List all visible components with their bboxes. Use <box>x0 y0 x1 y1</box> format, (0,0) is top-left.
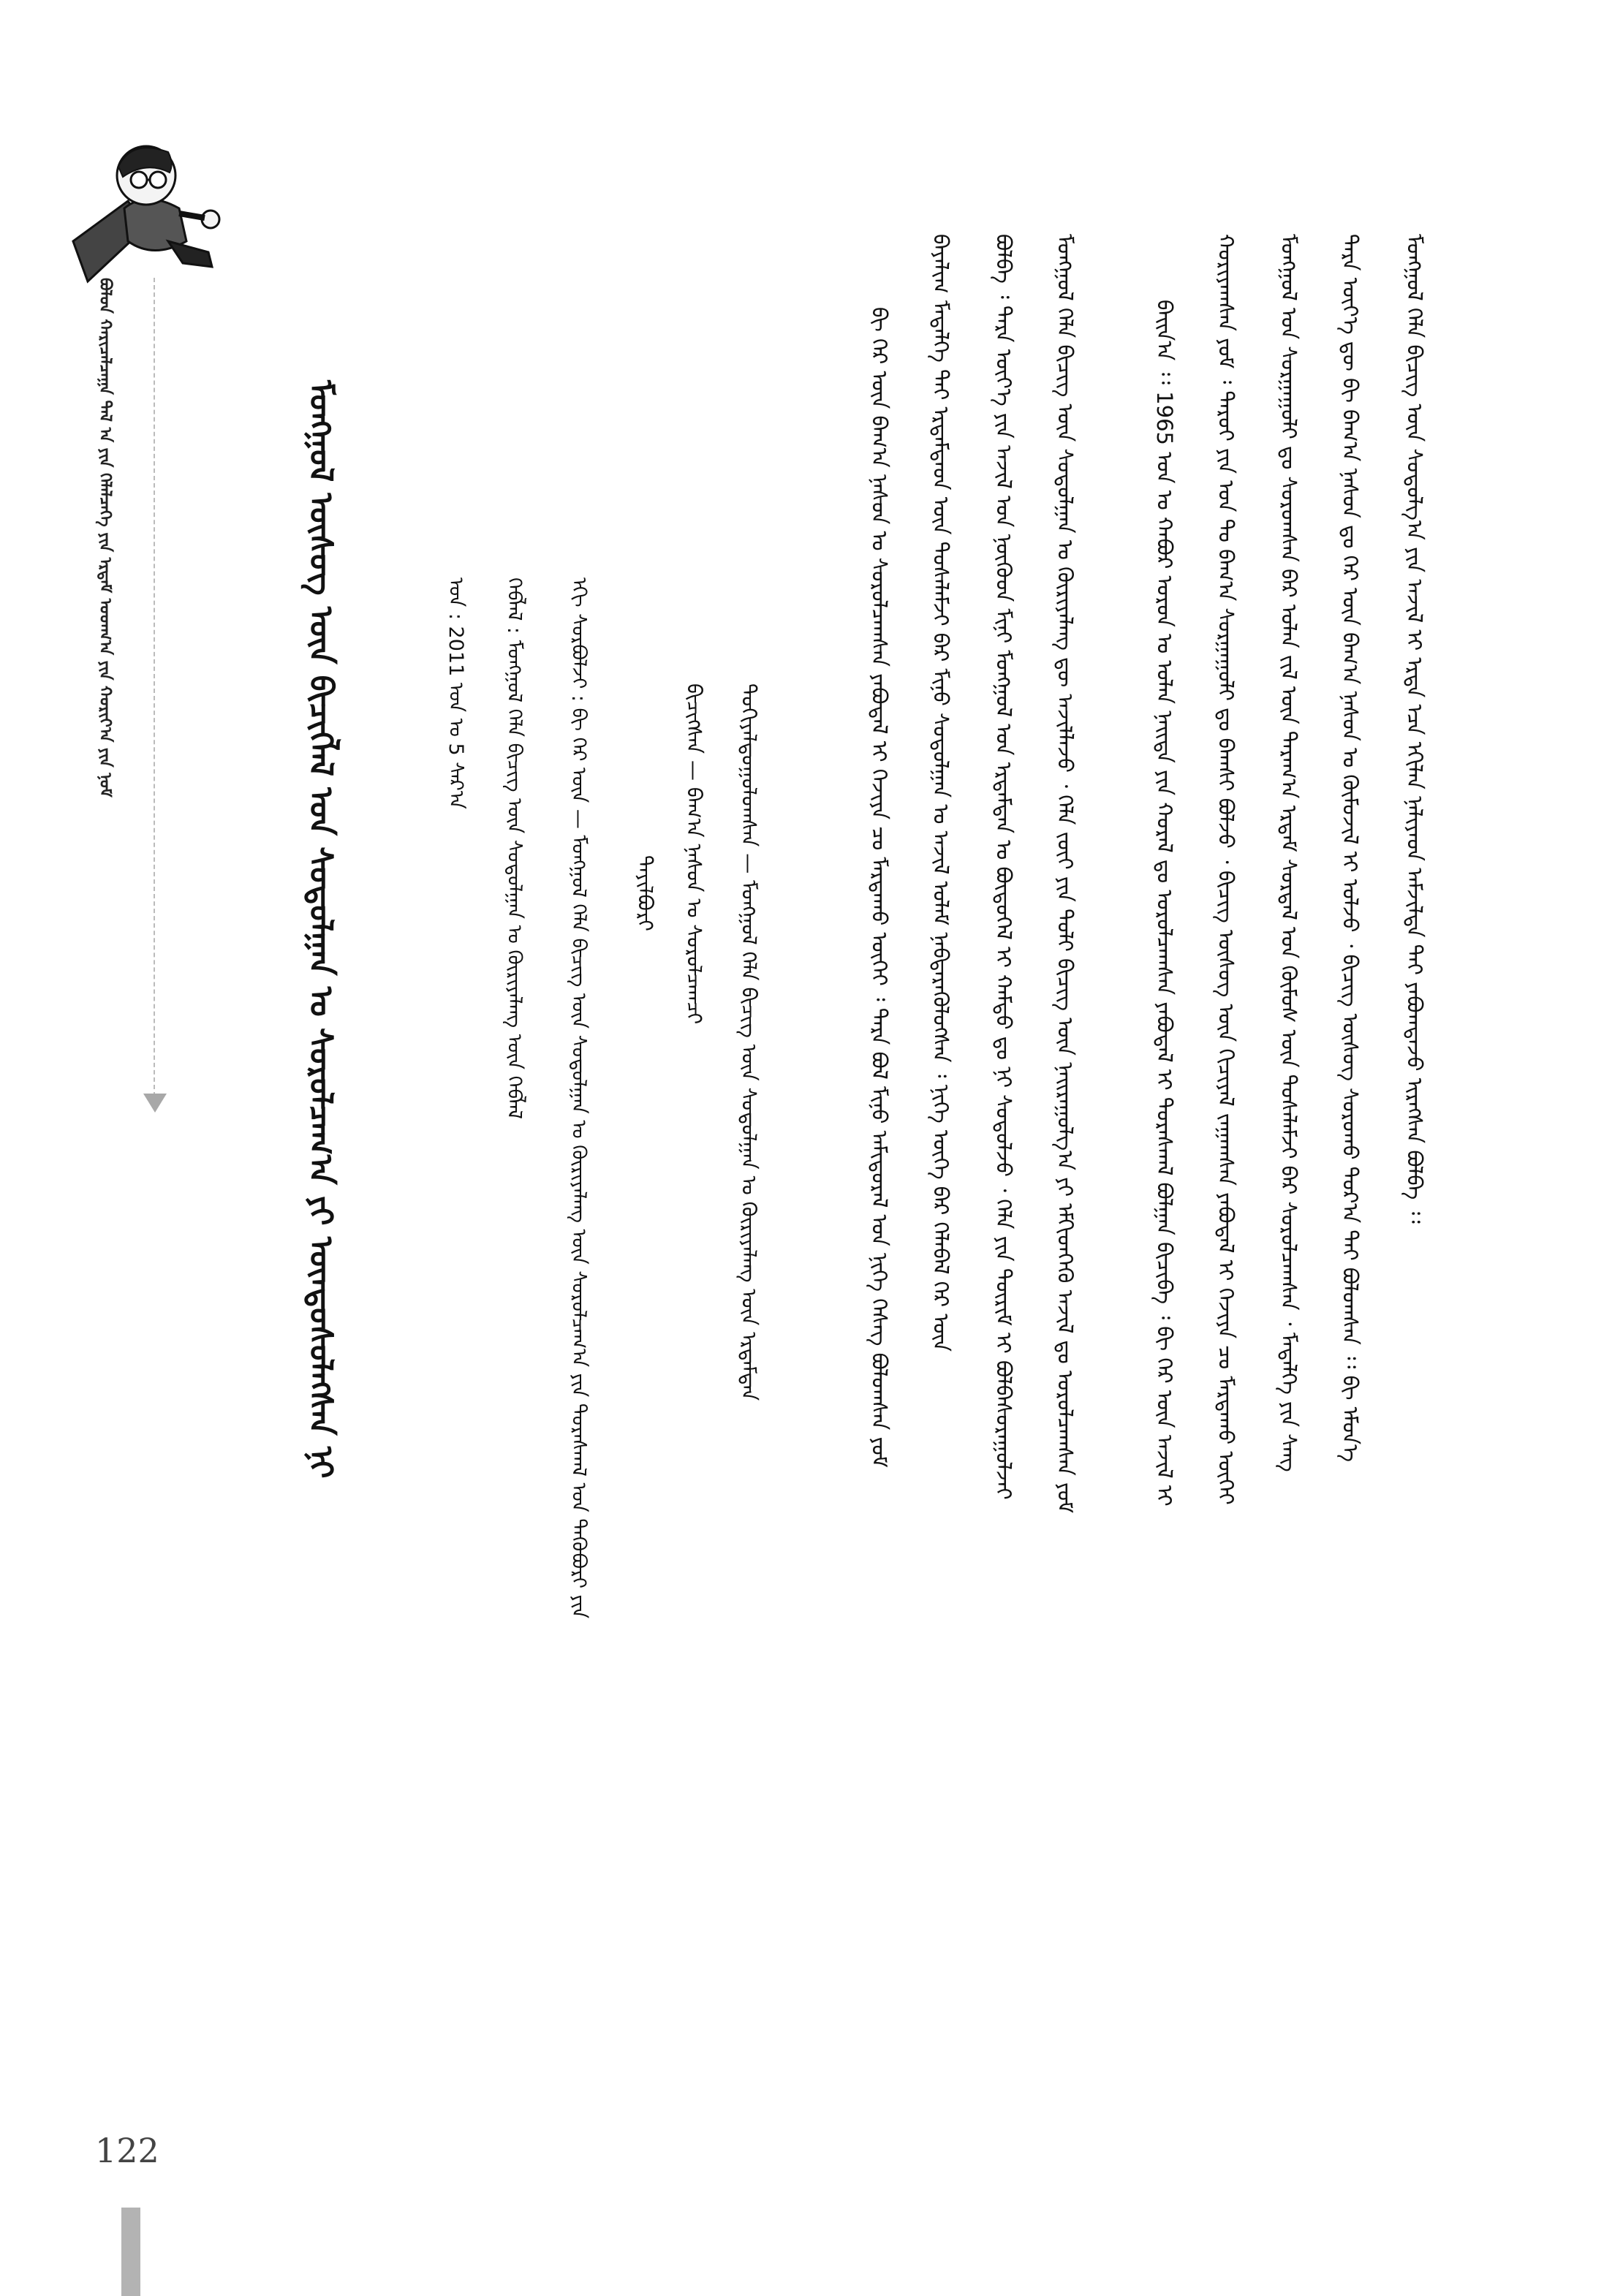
signature-line-1: ᠲᠣᠬᠢᠶᠠᠯᠳᠤᠭᠤᠯᠤᠭᠰᠠᠨ — ᠮᠣᠩᠭᠣᠯ ᠬᠡᠯᠡ ᠪᠢᠴᠢᠭ ᠦᠨ ᠰᠤᠳᠤᠯᠭᠠᠨ ᠤ ᠬᠦᠷᠢᠶᠡᠯᠡᠩ ᠦᠨ ᠡᠷᠳᠡᠮᠲᠡᠨ <box>737 683 761 1401</box>
body-column-2: ᠲᠡᠷᠡ ᠦᠶ᠎ᠡ ᠳᠦ ᠪᠢ ᠪᠠᠭ᠎ᠠ ᠨᠠᠰᠤᠨ ᠳᠤ ᠭᠡᠷ ᠦᠨ ᠪᠠᠭ᠎ᠠ ᠨᠠᠰᠤᠨ ᠤ ᠬᠦᠮᠦᠵᠢᠯ ᠢ ᠣᠯᠵᠤ ᠂ ᠪᠢᠴᠢᠭ ᠦᠰᠦᠭ ᠰᠤᠷᠤᠬᠤ ᠳᠤᠷ᠎ᠠ ᠲᠠᠢ ᠪᠣᠯᠤᠭᠰᠠᠨ ᠄᠄ ᠪᠢ ᠡᠮᠦᠨ᠎ᠡ <box>1338 234 1363 1463</box>
body-column-5: ᠪᠠᠢᠨ᠎ᠠ ᠄᠄ 1965 ᠣᠨ ᠤ ᠬᠠᠪᠤᠷ ᠣᠷᠣᠨ ᠤ ᠣᠯᠠᠨ ᠨᠡᠢᠲᠡ ᠶᠢᠨ ᠬᠤᠷᠠᠯ ᠳᠤ ᠣᠷᠣᠯᠴᠠᠭᠰᠠᠨ ᠶᠠᠪᠤᠳᠠᠯ ᠢ ᠳᠤᠷᠠᠰᠬᠠᠯ ᠪᠣᠯᠭᠠᠨ ᠪᠢᠴᠢᠪᠡ ᠄ ᠪᠢ ᠭᠡᠷ ᠦᠨ ᠠᠵᠢᠯ ᠢ <box>1152 300 1177 1507</box>
body-column-7: ᠪᠣᠯᠪᠠ ᠄ ᠲᠡᠷᠡ ᠦᠶ᠎ᠡ ᠶᠢᠨ ᠠᠵᠢᠯ ᠤᠨ ᠨᠥᠬᠦᠳ ᠮᠢᠨᠢ ᠮᠣᠩᠭᠣᠯ ᠤᠨ ᠡᠷᠳᠡᠮᠲᠡᠨ ᠤ ᠪᠦᠲᠦᠭᠡᠯ ᠢ ᠬᠠᠮᠲᠤ ᠳᠤ ᠨᠢ ᠰᠤᠳᠤᠯᠵᠤ ᠂ ᠬᠡᠯᠡ ᠶᠢᠨ ᠳᠦᠷᠢᠮ ᠢ ᠪᠣᠯᠪᠠᠰᠤᠷᠠᠭᠤᠯᠵᠠᠢ <box>991 234 1016 1500</box>
body-column-8: ᠪᠠᠶᠠᠯᠢᠭ ᠮᠡᠳᠡᠯᠭᠡ ᠲᠠᠢ ᠡᠷᠳᠡᠮᠲᠡᠳ ᠦᠨ ᠲᠤᠰᠠᠯᠠᠮᠵᠢ ᠪᠠᠷ ᠮᠢᠨᠦ ᠰᠤᠳᠤᠯᠭᠠᠨ ᠤ ᠠᠵᠢᠯ ᠤᠯᠠᠮ ᠨᠡᠪᠲᠡᠷᠡᠭᠦᠯᠦᠭᠰᠡᠨ ᠄ ᠨᠢᠭᠡ ᠦᠭᠡ ᠪᠡᠷ ᠬᠡᠯᠡᠪᠡᠯ ᠭᠡᠷ ᠦᠨ <box>928 234 953 1352</box>
body-column-1: ᠮᠣᠩᠭᠣᠯ ᠬᠡᠯᠡ ᠪᠢᠴᠢᠭ ᠦᠨ ᠰᠤᠳᠤᠯᠭ᠎ᠠ ᠶᠢᠨ ᠠᠵᠢᠯ ᠢ ᠡᠷᠲᠡ ᠡᠴᠡ ᠡᠬᠢᠯᠡᠨ ᠨᠡᠯᠢᠶᠡᠳ ᠠᠮᠵᠢᠯᠲᠠ ᠲᠠᠢ ᠶᠠᠪᠤᠭᠳᠠᠵᠤ ᠢᠷᠡᠭᠰᠡᠨ ᠪᠣᠯᠪᠠ ᠄᠄ <box>1402 234 1427 1224</box>
body-column-9: ᠪᠢ ᠭᠡᠷ ᠦᠨ ᠪᠠᠭ᠎ᠠ ᠨᠠᠰᠤᠨ ᠤ ᠰᠤᠷᠤᠯᠴᠠᠭᠰᠠᠨ ᠶᠠᠪᠤᠳᠠᠯ ᠢ ᠬᠡᠵᠢᠶᠡ ᠴᠤ ᠮᠠᠷᠳᠠᠬᠤ ᠦᠭᠡᠢ ᠄ ᠲᠡᠷᠡ ᠪᠣᠯ ᠮᠢᠨᠦ ᠠᠮᠢᠳᠤᠷᠠᠯ ᠤᠨ ᠨᠢᠭᠡ ᠬᠡᠰᠡᠭ ᠪᠣᠯᠤᠭᠰᠠᠨ ᠶᠤᠮ <box>867 307 892 1468</box>
note-line-3: ᠣᠨ : 2011 ᠣᠨ ᠤ 5 ᠰᠠᠷ᠎ᠠ <box>444 577 467 809</box>
signature-label: ᠲᠠᠶᠢᠯᠪᠤᠷᠢ <box>633 855 657 931</box>
signature-line-2: ᠪᠢᠴᠢᠭᠰᠡᠨ — ᠪᠠᠭ᠎ᠠ ᠨᠠᠰᠤᠨ ᠤ ᠰᠤᠷᠤᠯᠴᠠᠭᠴᠢ <box>682 683 706 1025</box>
page-title: ᠮᠣᠩᠭᠣᠯ ᠦᠰᠦᠭ ᠦᠨ ᠪᠢᠴᠢᠭᠯᠡᠯ ᠤᠨ ᠰᠤᠳᠤᠯᠭᠠᠨ ᠤ ᠰᠤᠷᠤᠯᠴᠠᠭ᠎ᠠ ᠶᠢ ᠦᠨᠳᠦᠰᠦᠯᠡᠭᠰᠡᠨ ᠨᠢ <box>302 380 339 1479</box>
note-line-1: ᠡᠬᠢ ᠰᠤᠷᠪᠤᠯᠵᠢ : ᠪᠢ ᠭᠡᠷ ᠦᠨ — ᠮᠣᠩᠭᠣᠯ ᠬᠡᠯᠡ ᠪᠢᠴᠢᠭ ᠦᠨ ᠰᠤᠳᠤᠯᠭᠠᠨ ᠤ ᠬᠦᠷᠢᠶᠡᠯᠡᠩ ᠦᠨ ᠰᠤᠷᠤᠯᠴᠠᠭ᠎ᠠ ᠶᠢᠨ ᠳᠤᠷᠠᠰᠬᠠᠯ ᠤᠨ ᠲᠡᠭᠦᠪᠦᠷᠢ ᠶᠢᠨ <box>567 577 590 1619</box>
page-number: 122 <box>95 2131 159 2170</box>
body-column-6: ᠮᠣᠩᠭᠣᠯ ᠬᠡᠯᠡ ᠪᠢᠴᠢᠭ ᠦᠨ ᠰᠤᠳᠤᠯᠭᠠᠨ ᠤ ᠬᠦᠷᠢᠶᠡᠯᠡᠩ ᠳᠦ ᠠᠵᠢᠯᠯᠠᠵᠤ ᠂ ᠬᠡᠯᠡ ᠵᠦᠢ ᠶᠢᠨ ᠲᠣᠯᠢ ᠪᠢᠴᠢᠭ ᠦᠨ ᠨᠠᠢᠷᠠᠭᠤᠯᠭ᠎ᠠ ᠶᠢ ᠡᠮᠬᠢᠳᠬᠡᠬᠦ ᠠᠵᠢᠯ ᠳᠤ ᠣᠷᠣᠯᠴᠠᠭᠰᠠᠨ ᠶᠤᠮ <box>1053 234 1078 1514</box>
body-column-4: ᠬᠤᠷᠢᠶᠠᠭᠰᠠᠨ ᠶᠤᠮ ᠄ ᠳᠠᠷᠤᠢ ᠶᠢᠨ ᠣᠨ ᠲᠤ ᠪᠠᠭ᠎ᠠ ᠰᠤᠷᠭᠠᠭᠤᠯᠢ ᠳᠤ ᠪᠠᠭᠰᠢ ᠪᠣᠯᠵᠤ ᠂ ᠪᠢᠴᠢᠭ ᠦᠰᠦᠭ ᠦᠨ ᠬᠢᠴᠢᠶᠡᠯ ᠵᠠᠭᠠᠭᠰᠠᠨ ᠶᠠᠪᠤᠳᠠᠯ ᠢ ᠬᠡᠵᠢᠶᠡ ᠴᠤ ᠮᠠᠷᠳᠠᠬᠤ ᠦᠭᠡᠢ <box>1214 234 1238 1505</box>
running-header: ᠪᠣᠯᠤᠨ ᠬᠠᠷᠢᠴᠠᠯᠴᠠᠭᠠ ᠲᠠᠯ ᠠ ᠶᠢᠨ ᠬᠡᠯᠡᠯᠴᠡᠭᠡ ᠶᠢᠨ ᠡᠷᠳᠡᠮ ᠤᠳᠬ᠎ᠠ ᠶᠢᠨ ᠬᠣᠷᠢᠶ᠎ᠠ ᠶᠢᠨ ᠨᠣᠮ <box>96 278 114 797</box>
note-line-2: ᠬᠡᠪᠯᠡᠯ : ᠮᠣᠩᠭᠣᠯ ᠬᠡᠯᠡ ᠪᠢᠴᠢᠭ ᠦᠨ ᠰᠤᠳᠤᠯᠭᠠᠨ ᠤ ᠬᠦᠷᠢᠶᠡᠯᠡᠩ ᠦᠨ ᠬᠡᠪᠯᠡᠯ <box>503 577 526 1119</box>
page-side-tab <box>121 2208 140 2296</box>
mascot-illustration <box>58 132 227 285</box>
body-column-3: ᠮᠣᠩᠭᠣᠯ ᠤᠨ ᠰᠤᠷᠭᠠᠭᠤᠯᠢ ᠳᠤ ᠰᠤᠷᠤᠭᠰᠠᠨ ᠪᠡᠷ ᠣᠯᠠᠨ ᠵᠢᠯ ᠦᠨ ᠳᠠᠷᠠᠭ᠎ᠠ ᠡᠷᠳᠡᠮ ᠰᠤᠷᠲᠠᠯ ᠤᠨ ᠬᠦᠮᠦᠰ ᠦᠨ ᠲᠤᠰᠠᠯᠠᠮᠵᠢ ᠪᠠᠷ ᠰᠤᠷᠤᠯᠴᠠᠭᠰᠠᠨ ᠂ ᠮᠡᠳᠡᠯᠭᠡ ᠶᠢᠨ ᠰᠠᠩ <box>1276 234 1301 1472</box>
header-dashed-rule <box>154 278 155 1096</box>
header-arrow-icon <box>143 1094 167 1113</box>
